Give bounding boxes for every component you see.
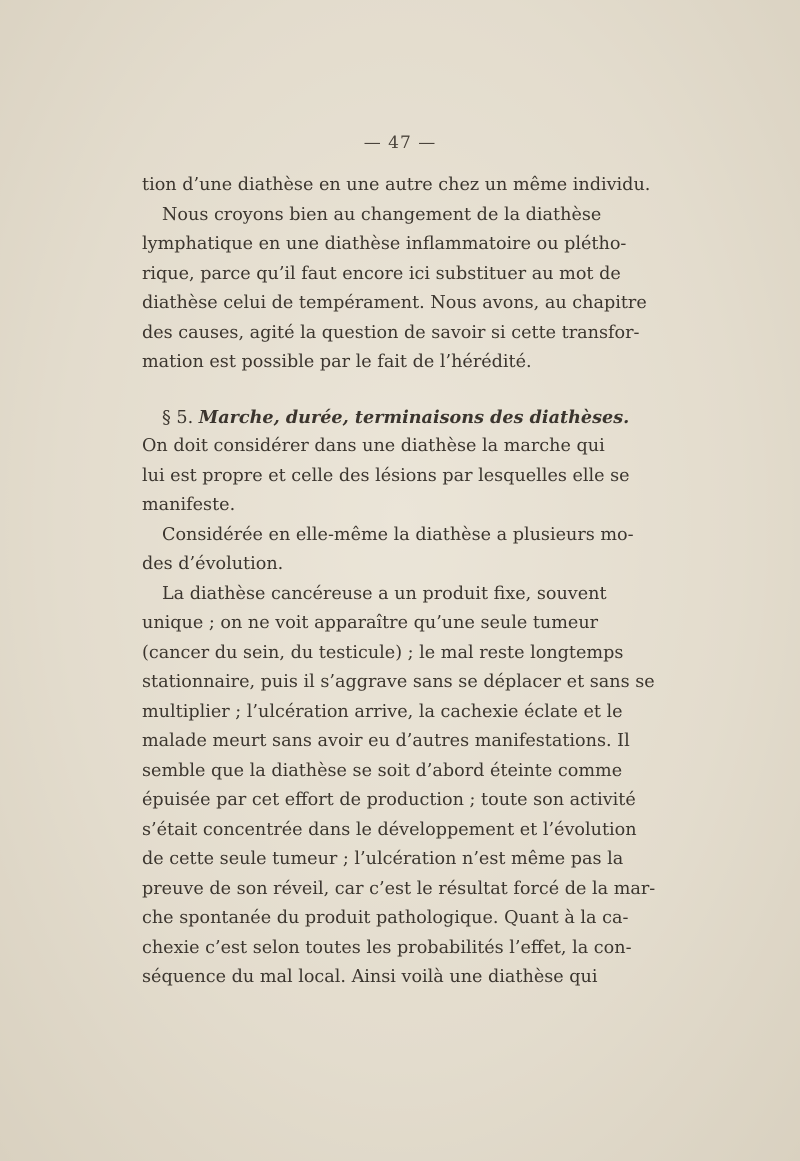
text-line: semble que la diathèse se soit d’abord éteinte comme bbox=[142, 760, 623, 781]
text-body bbox=[142, 171, 656, 993]
text-line: séquence du mal local. Ainsi voilà une diathèse qui bbox=[142, 967, 598, 987]
text-line: (cancer du sein, du testicule) ; le mal reste longtemps bbox=[142, 642, 624, 663]
text-line: diathèse celui de tempérament. Nous avons, au chapitre bbox=[142, 293, 647, 313]
text-line: manifeste. bbox=[142, 495, 236, 515]
text-line: multiplier ; l’ulcération arrive, la cachexie éclate et le bbox=[142, 701, 623, 722]
text-line: chexie c’est selon toutes les probabilités l’effet, la con- bbox=[142, 937, 632, 958]
text-line: unique ; on ne voit apparaître qu’une seule tumeur bbox=[142, 613, 599, 633]
text-line: tion d’une diathèse en une autre chez un même individu. bbox=[142, 175, 651, 195]
text-line: On doit considérer dans une diathèse la marche qui bbox=[142, 436, 605, 456]
text-line: mation est possible par le fait de l’hérédité. bbox=[142, 352, 532, 372]
text-line: preuve de son réveil, car c’est le résultat forcé de la mar- bbox=[142, 878, 656, 899]
text-line: lymphatique en une diathèse inflammatoire ou plétho- bbox=[142, 234, 627, 254]
section-title: Marche, durée, terminaisons des diathèses. bbox=[198, 406, 630, 428]
text-line: rique, parce qu’il faut encore ici substituer au mot de bbox=[142, 263, 621, 284]
section-heading bbox=[142, 403, 630, 433]
text-line: des d’évolution. bbox=[142, 554, 284, 574]
text-line: lui est propre et celle des lésions par lesquelles elle se bbox=[142, 465, 630, 486]
text-line: Nous croyons bien au changement de la diathèse bbox=[162, 204, 602, 225]
text-line: Considérée en elle-même la diathèse a plusieurs mo- bbox=[162, 524, 634, 545]
paragraph-2 bbox=[142, 432, 630, 521]
text-line: La diathèse cancéreuse a un produit fixe, souvent bbox=[162, 583, 607, 604]
text-line: che spontanée du produit pathologique. Quant à la ca- bbox=[142, 908, 629, 928]
text-line: s’était concentrée dans le développement et l’évolution bbox=[142, 819, 637, 840]
paragraph-4 bbox=[142, 580, 656, 993]
text-line: malade meurt sans avoir eu d’autres manifestations. Il bbox=[142, 731, 630, 751]
page-number: — 47 — bbox=[363, 133, 437, 153]
text-line: épuisée par cet effort de production ; toute son activité bbox=[142, 790, 636, 810]
section-number: § 5. bbox=[162, 407, 194, 428]
text-line: stationnaire, puis il s’aggrave sans se déplacer et sans se bbox=[142, 672, 655, 692]
text-line: des causes, agité la question de savoir si cette transfor- bbox=[142, 322, 640, 343]
text-line: de cette seule tumeur ; l’ulcération n’est même pas la bbox=[142, 849, 624, 869]
paragraph-3 bbox=[142, 521, 634, 580]
paragraph-1 bbox=[142, 171, 651, 378]
